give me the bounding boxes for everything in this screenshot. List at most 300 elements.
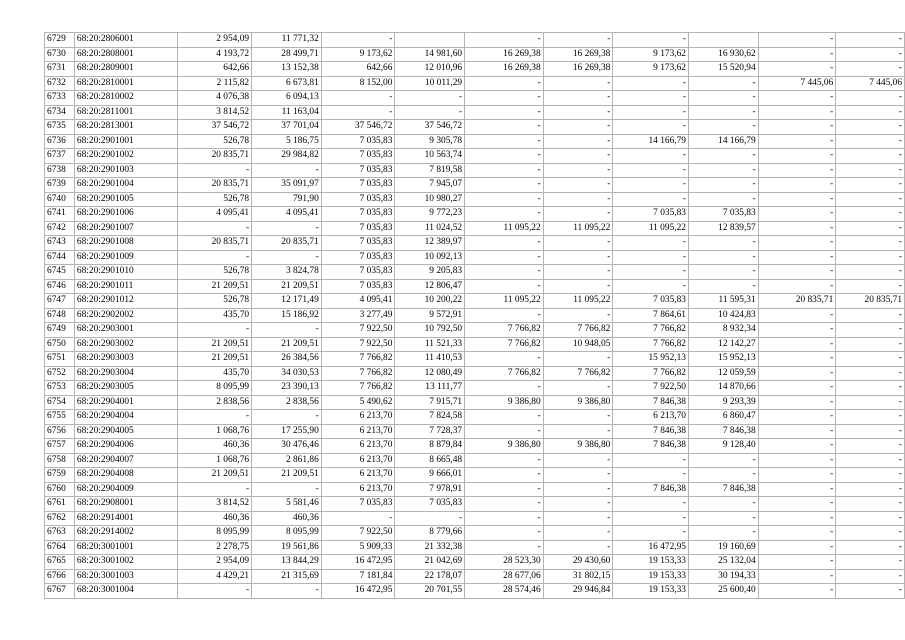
- value-cell: -: [465, 163, 544, 178]
- value-cell: 21 209,51: [178, 337, 252, 352]
- cadastral-number-cell: 68:20:2809001: [74, 62, 178, 77]
- value-cell: 37 546,72: [321, 120, 395, 135]
- value-cell: -: [688, 149, 758, 164]
- value-cell: -: [758, 526, 836, 541]
- table-row: [45, 91, 905, 106]
- row-number-cell: 6754: [45, 395, 75, 410]
- value-cell: 7 766,82: [321, 381, 395, 396]
- value-cell: 7 766,82: [543, 366, 613, 381]
- value-cell: 28 523,30: [465, 555, 544, 570]
- value-cell: -: [758, 569, 836, 584]
- value-cell: -: [465, 453, 544, 468]
- data-table: [44, 32, 905, 599]
- cadastral-number-cell: 68:20:2903001: [74, 323, 178, 338]
- value-cell: 526,78: [178, 294, 252, 309]
- value-cell: 7 922,50: [321, 323, 395, 338]
- value-cell: 28 677,06: [465, 569, 544, 584]
- row-number-cell: 6734: [45, 105, 75, 120]
- cadastral-number-cell: 68:20:2904006: [74, 439, 178, 454]
- value-cell: -: [543, 163, 613, 178]
- value-cell: -: [758, 47, 836, 62]
- value-cell: 16 269,38: [465, 47, 544, 62]
- row-number-cell: 6765: [45, 555, 75, 570]
- value-cell: 8 095,99: [178, 526, 252, 541]
- value-cell: 29 430,60: [543, 555, 613, 570]
- table-row: [45, 163, 905, 178]
- table-row: [45, 569, 905, 584]
- value-cell: -: [613, 265, 689, 280]
- value-cell: 29 946,84: [543, 584, 613, 599]
- value-cell: -: [836, 91, 905, 106]
- value-cell: -: [758, 511, 836, 526]
- value-cell: -: [758, 555, 836, 570]
- value-cell: -: [613, 91, 689, 106]
- row-number-cell: 6752: [45, 366, 75, 381]
- value-cell: 3 814,52: [178, 497, 252, 512]
- value-cell: 7 766,82: [543, 323, 613, 338]
- cadastral-number-cell: 68:20:2901006: [74, 207, 178, 222]
- cadastral-number-cell: 68:20:2806001: [74, 33, 178, 48]
- value-cell: 2 861,86: [252, 453, 322, 468]
- value-cell: -: [465, 134, 544, 149]
- value-cell: -: [613, 192, 689, 207]
- value-cell: -: [836, 395, 905, 410]
- value-cell: 28 574,46: [465, 584, 544, 599]
- value-cell: 30 194,33: [688, 569, 758, 584]
- row-number-cell: 6767: [45, 584, 75, 599]
- value-cell: 29 984,82: [252, 149, 322, 164]
- value-cell: 8 779,66: [395, 526, 465, 541]
- row-number-cell: 6741: [45, 207, 75, 222]
- table-row: [45, 47, 905, 62]
- value-cell: 21 209,51: [252, 337, 322, 352]
- value-cell: 9 386,80: [543, 439, 613, 454]
- value-cell: 23 390,13: [252, 381, 322, 396]
- value-cell: 9 572,91: [395, 308, 465, 323]
- value-cell: -: [836, 526, 905, 541]
- value-cell: 21 209,51: [178, 279, 252, 294]
- value-cell: 7 846,38: [613, 482, 689, 497]
- value-cell: -: [543, 468, 613, 483]
- row-number-cell: 6738: [45, 163, 75, 178]
- value-cell: -: [543, 497, 613, 512]
- value-cell: -: [836, 424, 905, 439]
- value-cell: -: [395, 511, 465, 526]
- value-cell: -: [836, 236, 905, 251]
- value-cell: 7 846,38: [613, 395, 689, 410]
- value-cell: -: [758, 453, 836, 468]
- value-cell: 7 035,83: [321, 207, 395, 222]
- value-cell: -: [836, 265, 905, 280]
- value-cell: 15 952,13: [613, 352, 689, 367]
- value-cell: 21 209,51: [252, 279, 322, 294]
- value-cell: 34 030,53: [252, 366, 322, 381]
- value-cell: -: [252, 584, 322, 599]
- value-cell: -: [465, 526, 544, 541]
- row-number-cell: 6729: [45, 33, 75, 48]
- value-cell: 28 499,71: [252, 47, 322, 62]
- value-cell: -: [465, 352, 544, 367]
- value-cell: -: [543, 511, 613, 526]
- value-cell: 6 213,70: [321, 410, 395, 425]
- row-number-cell: 6757: [45, 439, 75, 454]
- cadastral-number-cell: 68:20:2904007: [74, 453, 178, 468]
- value-cell: -: [613, 511, 689, 526]
- cadastral-number-cell: 68:20:2901003: [74, 163, 178, 178]
- value-cell: -: [836, 540, 905, 555]
- cadastral-number-cell: 68:20:2901009: [74, 250, 178, 265]
- value-cell: 460,36: [178, 439, 252, 454]
- value-cell: -: [688, 468, 758, 483]
- value-cell: 37 701,04: [252, 120, 322, 135]
- value-cell: 4 193,72: [178, 47, 252, 62]
- value-cell: 7 846,38: [613, 424, 689, 439]
- value-cell: 10 948,05: [543, 337, 613, 352]
- value-cell: 7 766,82: [613, 337, 689, 352]
- value-cell: -: [836, 163, 905, 178]
- value-cell: -: [543, 279, 613, 294]
- value-cell: 10 092,13: [395, 250, 465, 265]
- value-cell: 5 490,62: [321, 395, 395, 410]
- value-cell: 6 213,70: [321, 439, 395, 454]
- value-cell: 12 080,49: [395, 366, 465, 381]
- value-cell: -: [688, 105, 758, 120]
- value-cell: 1 068,76: [178, 424, 252, 439]
- value-cell: 21 209,51: [178, 468, 252, 483]
- cadastral-number-cell: 68:20:2813001: [74, 120, 178, 135]
- value-cell: -: [758, 105, 836, 120]
- value-cell: -: [465, 540, 544, 555]
- value-cell: 6 213,70: [321, 424, 395, 439]
- value-cell: -: [836, 497, 905, 512]
- value-cell: 7 035,83: [613, 207, 689, 222]
- value-cell: -: [836, 381, 905, 396]
- value-cell: 8 665,48: [395, 453, 465, 468]
- cadastral-number-cell: 68:20:2904009: [74, 482, 178, 497]
- value-cell: -: [836, 366, 905, 381]
- cadastral-number-cell: 68:20:2901007: [74, 221, 178, 236]
- value-cell: 10 563,74: [395, 149, 465, 164]
- value-cell: 21 209,51: [252, 468, 322, 483]
- value-cell: -: [758, 381, 836, 396]
- value-cell: -: [252, 410, 322, 425]
- value-cell: -: [543, 33, 613, 48]
- value-cell: -: [465, 482, 544, 497]
- value-cell: 13 844,29: [252, 555, 322, 570]
- value-cell: -: [465, 424, 544, 439]
- value-cell: 9 205,83: [395, 265, 465, 280]
- value-cell: 7 846,38: [688, 424, 758, 439]
- value-cell: 16 930,62: [688, 47, 758, 62]
- table-row: [45, 526, 905, 541]
- value-cell: 16 269,38: [543, 47, 613, 62]
- row-number-cell: 6737: [45, 149, 75, 164]
- cadastral-number-cell: 68:20:3001003: [74, 569, 178, 584]
- value-cell: 11 095,22: [465, 221, 544, 236]
- value-cell: 11 410,53: [395, 352, 465, 367]
- table-row: [45, 221, 905, 236]
- value-cell: 6 213,70: [321, 482, 395, 497]
- value-cell: -: [465, 497, 544, 512]
- value-cell: -: [465, 468, 544, 483]
- value-cell: -: [758, 236, 836, 251]
- value-cell: -: [836, 178, 905, 193]
- value-cell: -: [836, 221, 905, 236]
- cadastral-number-cell: 68:20:2901010: [74, 265, 178, 280]
- table-row: [45, 192, 905, 207]
- value-cell: 9 386,80: [465, 439, 544, 454]
- row-number-cell: 6744: [45, 250, 75, 265]
- value-cell: -: [758, 540, 836, 555]
- value-cell: 2 954,09: [178, 555, 252, 570]
- row-number-cell: 6749: [45, 323, 75, 338]
- value-cell: 7 035,83: [395, 497, 465, 512]
- value-cell: -: [758, 265, 836, 280]
- table-row: [45, 134, 905, 149]
- value-cell: -: [688, 91, 758, 106]
- value-cell: 20 701,55: [395, 584, 465, 599]
- row-number-cell: 6753: [45, 381, 75, 396]
- table-row: [45, 540, 905, 555]
- value-cell: -: [543, 76, 613, 91]
- value-cell: 7 819,58: [395, 163, 465, 178]
- value-cell: -: [543, 424, 613, 439]
- value-cell: -: [758, 468, 836, 483]
- table-row: [45, 555, 905, 570]
- value-cell: 9 772,23: [395, 207, 465, 222]
- value-cell: -: [758, 337, 836, 352]
- value-cell: 791,90: [252, 192, 322, 207]
- value-cell: 526,78: [178, 192, 252, 207]
- value-cell: 435,70: [178, 308, 252, 323]
- table-row: [45, 337, 905, 352]
- cadastral-number-cell: 68:20:2901008: [74, 236, 178, 251]
- value-cell: -: [758, 424, 836, 439]
- value-cell: 7 922,50: [613, 381, 689, 396]
- value-cell: 11 095,22: [465, 294, 544, 309]
- value-cell: 7 766,82: [321, 352, 395, 367]
- value-cell: 7 035,83: [321, 149, 395, 164]
- value-cell: 642,66: [178, 62, 252, 77]
- cadastral-number-cell: 68:20:2901005: [74, 192, 178, 207]
- cadastral-number-cell: 68:20:2904008: [74, 468, 178, 483]
- value-cell: 12 142,27: [688, 337, 758, 352]
- value-cell: 4 095,41: [178, 207, 252, 222]
- value-cell: -: [836, 453, 905, 468]
- value-cell: -: [836, 468, 905, 483]
- value-cell: -: [321, 105, 395, 120]
- cadastral-number-cell: 68:20:2908001: [74, 497, 178, 512]
- value-cell: 21 042,69: [395, 555, 465, 570]
- value-cell: -: [543, 482, 613, 497]
- table-body: [45, 33, 905, 599]
- value-cell: -: [836, 279, 905, 294]
- value-cell: 7 922,50: [321, 337, 395, 352]
- table-row: [45, 424, 905, 439]
- value-cell: -: [252, 323, 322, 338]
- value-cell: 7 766,82: [465, 337, 544, 352]
- value-cell: -: [688, 76, 758, 91]
- value-cell: -: [613, 250, 689, 265]
- value-cell: -: [613, 105, 689, 120]
- value-cell: 9 173,62: [613, 47, 689, 62]
- value-cell: 7 181,84: [321, 569, 395, 584]
- value-cell: -: [836, 192, 905, 207]
- value-cell: -: [543, 381, 613, 396]
- value-cell: -: [688, 497, 758, 512]
- value-cell: -: [758, 352, 836, 367]
- value-cell: -: [758, 149, 836, 164]
- value-cell: -: [613, 149, 689, 164]
- value-cell: 7 035,83: [321, 265, 395, 280]
- value-cell: 35 091,97: [252, 178, 322, 193]
- value-cell: -: [178, 221, 252, 236]
- value-cell: 11 595,31: [688, 294, 758, 309]
- row-number-cell: 6761: [45, 497, 75, 512]
- value-cell: -: [836, 33, 905, 48]
- value-cell: 14 166,79: [613, 134, 689, 149]
- value-cell: -: [465, 265, 544, 280]
- value-cell: -: [758, 410, 836, 425]
- value-cell: 11 095,22: [613, 221, 689, 236]
- value-cell: 526,78: [178, 134, 252, 149]
- value-cell: -: [613, 526, 689, 541]
- value-cell: 37 546,72: [178, 120, 252, 135]
- value-cell: -: [465, 207, 544, 222]
- value-cell: -: [395, 105, 465, 120]
- value-cell: 5 186,75: [252, 134, 322, 149]
- value-cell: -: [395, 91, 465, 106]
- value-cell: -: [465, 192, 544, 207]
- value-cell: 15 952,13: [688, 352, 758, 367]
- value-cell: -: [688, 511, 758, 526]
- value-cell: 20 835,71: [836, 294, 905, 309]
- table-row: [45, 410, 905, 425]
- value-cell: -: [613, 236, 689, 251]
- value-cell: -: [465, 120, 544, 135]
- value-cell: 7 922,50: [321, 526, 395, 541]
- value-cell: -: [178, 163, 252, 178]
- row-number-cell: 6766: [45, 569, 75, 584]
- table-row: [45, 178, 905, 193]
- table-row: [45, 33, 905, 48]
- value-cell: 14 981,60: [395, 47, 465, 62]
- value-cell: 26 384,56: [252, 352, 322, 367]
- value-cell: [688, 33, 758, 48]
- value-cell: 14 870,66: [688, 381, 758, 396]
- value-cell: -: [758, 163, 836, 178]
- table-row: [45, 207, 905, 222]
- row-number-cell: 6755: [45, 410, 75, 425]
- value-cell: 9 173,62: [613, 62, 689, 77]
- value-cell: -: [178, 482, 252, 497]
- value-cell: -: [836, 105, 905, 120]
- table-row: [45, 76, 905, 91]
- row-number-cell: 6740: [45, 192, 75, 207]
- value-cell: 12 389,97: [395, 236, 465, 251]
- value-cell: 10 980,27: [395, 192, 465, 207]
- value-cell: 20 835,71: [758, 294, 836, 309]
- value-cell: 5 581,46: [252, 497, 322, 512]
- value-cell: 20 835,71: [178, 178, 252, 193]
- value-cell: -: [836, 569, 905, 584]
- value-cell: 37 546,72: [395, 120, 465, 135]
- value-cell: 8 152,00: [321, 76, 395, 91]
- value-cell: 15 520,94: [688, 62, 758, 77]
- cadastral-number-cell: 68:20:2810001: [74, 76, 178, 91]
- cadastral-number-cell: 68:20:2901001: [74, 134, 178, 149]
- cadastral-number-cell: 68:20:2902002: [74, 308, 178, 323]
- value-cell: -: [613, 120, 689, 135]
- value-cell: -: [465, 381, 544, 396]
- value-cell: 19 153,33: [613, 584, 689, 599]
- cadastral-number-cell: 68:20:2903005: [74, 381, 178, 396]
- row-number-cell: 6731: [45, 62, 75, 77]
- value-cell: 30 476,46: [252, 439, 322, 454]
- row-number-cell: 6762: [45, 511, 75, 526]
- value-cell: 19 153,33: [613, 569, 689, 584]
- cadastral-number-cell: 68:20:2808001: [74, 47, 178, 62]
- cadastral-number-cell: 68:20:2901012: [74, 294, 178, 309]
- value-cell: 642,66: [321, 62, 395, 77]
- value-cell: -: [758, 120, 836, 135]
- value-cell: 460,36: [252, 511, 322, 526]
- value-cell: 16 472,95: [321, 555, 395, 570]
- cadastral-number-cell: 68:20:2901011: [74, 279, 178, 294]
- value-cell: -: [543, 250, 613, 265]
- cadastral-number-cell: 68:20:2901004: [74, 178, 178, 193]
- value-cell: 16 472,95: [613, 540, 689, 555]
- value-cell: 7 035,83: [613, 294, 689, 309]
- value-cell: 21 209,51: [178, 352, 252, 367]
- value-cell: -: [836, 47, 905, 62]
- table-row: [45, 120, 905, 135]
- value-cell: 13 152,38: [252, 62, 322, 77]
- value-cell: -: [758, 91, 836, 106]
- row-number-cell: 6735: [45, 120, 75, 135]
- value-cell: 7 766,82: [321, 366, 395, 381]
- value-cell: 2 954,09: [178, 33, 252, 48]
- value-cell: 7 978,91: [395, 482, 465, 497]
- value-cell: 7 035,83: [321, 192, 395, 207]
- value-cell: 12 059,59: [688, 366, 758, 381]
- value-cell: 12 010,96: [395, 62, 465, 77]
- row-number-cell: 6745: [45, 265, 75, 280]
- table-row: [45, 395, 905, 410]
- value-cell: 7 445,06: [836, 76, 905, 91]
- table-row: [45, 511, 905, 526]
- value-cell: -: [836, 439, 905, 454]
- value-cell: 9 128,40: [688, 439, 758, 454]
- value-cell: -: [465, 178, 544, 193]
- value-cell: 7 035,83: [688, 207, 758, 222]
- value-cell: -: [252, 163, 322, 178]
- value-cell: 4 076,38: [178, 91, 252, 106]
- table-row: [45, 584, 905, 599]
- value-cell: 20 835,71: [178, 149, 252, 164]
- value-cell: 10 200,22: [395, 294, 465, 309]
- table-row: [45, 279, 905, 294]
- value-cell: 4 095,41: [252, 207, 322, 222]
- table-row: [45, 366, 905, 381]
- row-number-cell: 6764: [45, 540, 75, 555]
- table-row: [45, 497, 905, 512]
- table-row: [45, 482, 905, 497]
- value-cell: 6 094,13: [252, 91, 322, 106]
- value-cell: -: [758, 62, 836, 77]
- value-cell: -: [465, 250, 544, 265]
- value-cell: -: [543, 120, 613, 135]
